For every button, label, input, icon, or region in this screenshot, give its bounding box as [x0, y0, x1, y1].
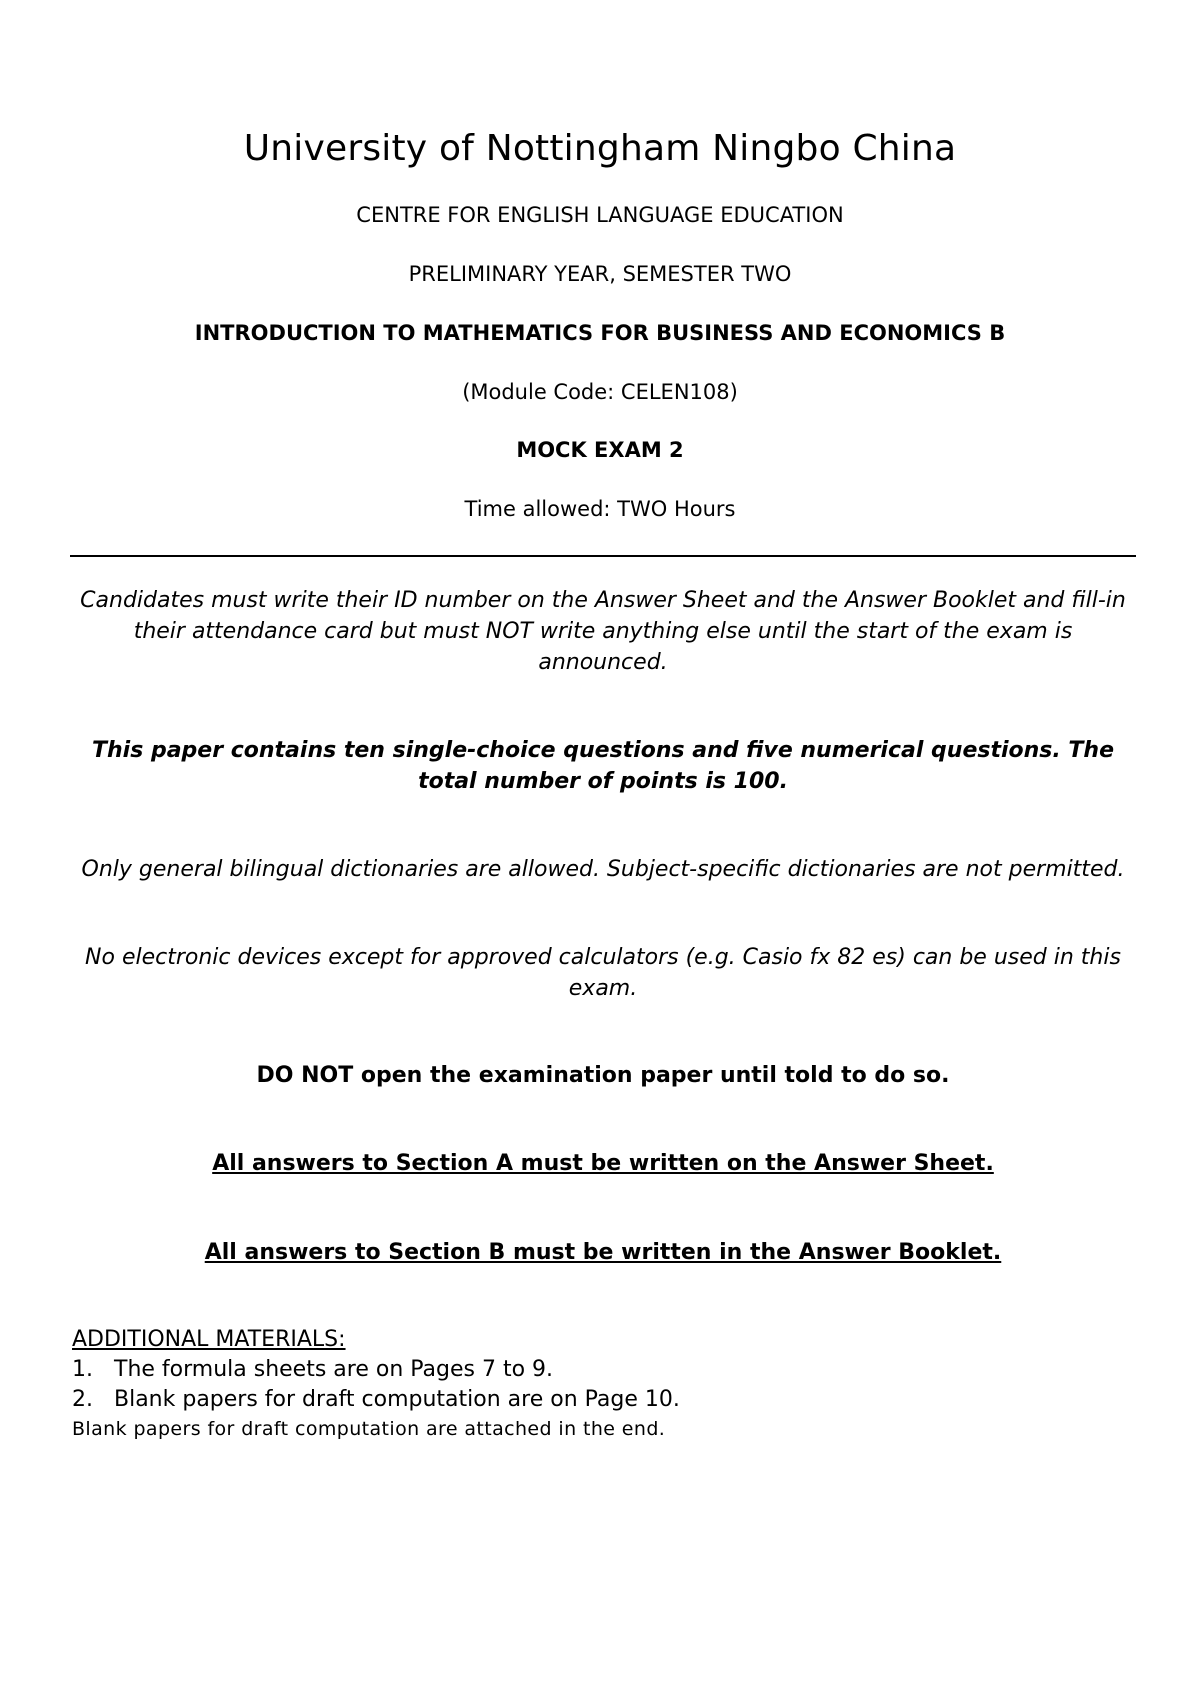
additional-materials — [72, 1325, 1072, 1415]
time-allowed: Time allowed: TWO Hours — [464, 497, 736, 521]
horizontal-divider — [70, 555, 1136, 557]
module-code: (Module Code: CELEN108) — [462, 380, 738, 404]
list-item-text: Blank papers for draft computation are on Page 10. — [114, 1387, 680, 1412]
exam-name: MOCK EXAM 2 — [516, 438, 684, 462]
dictionary-rule: Only general bilingual dictionaries are allowed. Subject-specific dictionaries are not permitted. — [81, 857, 1125, 882]
devices-rule: No electronic devices except for approved calculators (e.g. Casio fx 82 es) can be used in this exam. — [85, 945, 1121, 1001]
section-b-instruction: All answers to Section B must be written in the Answer Booklet. — [204, 1240, 1002, 1265]
list-item — [72, 1385, 1072, 1415]
materials-heading: ADDITIONAL MATERIALS: — [72, 1327, 346, 1352]
list-item-text: The formula sheets are on Pages 7 to 9. — [114, 1357, 554, 1382]
section-a-instruction: All answers to Section A must be written on the Answer Sheet. — [212, 1151, 994, 1176]
materials-note: Blank papers for draft computation are attached in the end. — [72, 1418, 666, 1440]
list-item-number: 2. — [72, 1387, 93, 1412]
academic-year: PRELIMINARY YEAR, SEMESTER TWO — [408, 262, 792, 286]
list-item — [72, 1355, 1072, 1385]
module-title: INTRODUCTION TO MATHEMATICS FOR BUSINESS AND ECONOMICS B — [194, 321, 1006, 345]
candidate-instructions: Candidates must write their ID number on the Answer Sheet and the Answer Booklet and fill-in their attendance card but must NOT write anything else until the start of the exam is announced. — [80, 588, 1126, 675]
centre-name: CENTRE FOR ENGLISH LANGUAGE EDUCATION — [356, 203, 844, 227]
paper-contents-note: This paper contains ten single-choice questions and five numerical questions. The total number of points is 100. — [91, 738, 1115, 794]
university-name: University of Nottingham Ningbo China — [243, 128, 957, 169]
do-not-open-warning: DO NOT open the examination paper until told to do so. — [256, 1063, 950, 1088]
list-item-number: 1. — [72, 1357, 93, 1382]
